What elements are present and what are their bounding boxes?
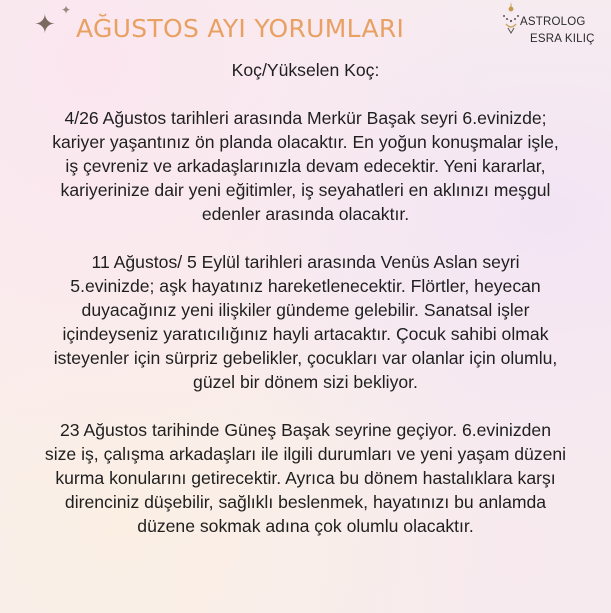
small-sparkle-icon: ✦ bbox=[61, 3, 72, 17]
brand-line-1: ASTROLOG bbox=[520, 16, 586, 28]
sparkle-icon: ✦ bbox=[34, 9, 56, 39]
page-title: AĞUSTOS AYI YORUMLARI bbox=[76, 14, 405, 43]
paragraph-mercury: 4/26 Ağustos tarihleri arasında Merkür Başak seyri 6.evinizde; kariyer yaşantınız ön planda olacaktır. En yoğun konuşmalar işle, iş çevreniz ve arkadaşlarınızla devam edecektir. Yeni kararlar, kariyerinize dair yeni eğitimler, iş seyahatleri en aklınızı meşgul edenler arasında olacaktır. bbox=[52, 108, 559, 224]
brand-signature bbox=[520, 14, 600, 48]
paragraph-sun: 23 Ağustos tarihinde Güneş Başak seyrine geçiyor. 6.evinizden size iş, çalışma arkadaşları ile ilgili durumları ve yeni yaşam düzeni kurma konularını getirecektir. Ayrıca bu dönem hastalıklara karşı direnciniz düşebilir, sağlıklı beslenmek, hayatınızı bu anlamda düzene sokmak adına çok olumlu olacaktır. bbox=[44, 420, 567, 536]
paragraph-venus: 11 Ağustos/ 5 Eylül tarihleri arasında Venüs Aslan seyri 5.evinizde; aşk hayatınız hareketlenecektir. Flörtler, heyecan duyacağınız yeni ilişkiler gündeme gelebilir. Sanatsal işler içindeyseniz yaratıcılığınız hayli artacaktır. Çocuk sahibi olmak isteyenler için sürpriz gebelikler, çocukları var olanlar için olumlu, güzel bir dönem sizi bekliyor. bbox=[53, 252, 558, 392]
brand-line-2: ESRA KILIÇ bbox=[530, 33, 595, 45]
sign-subtitle: Koç/Yükselen Koç: bbox=[231, 60, 380, 80]
horoscope-content bbox=[0, 58, 611, 562]
